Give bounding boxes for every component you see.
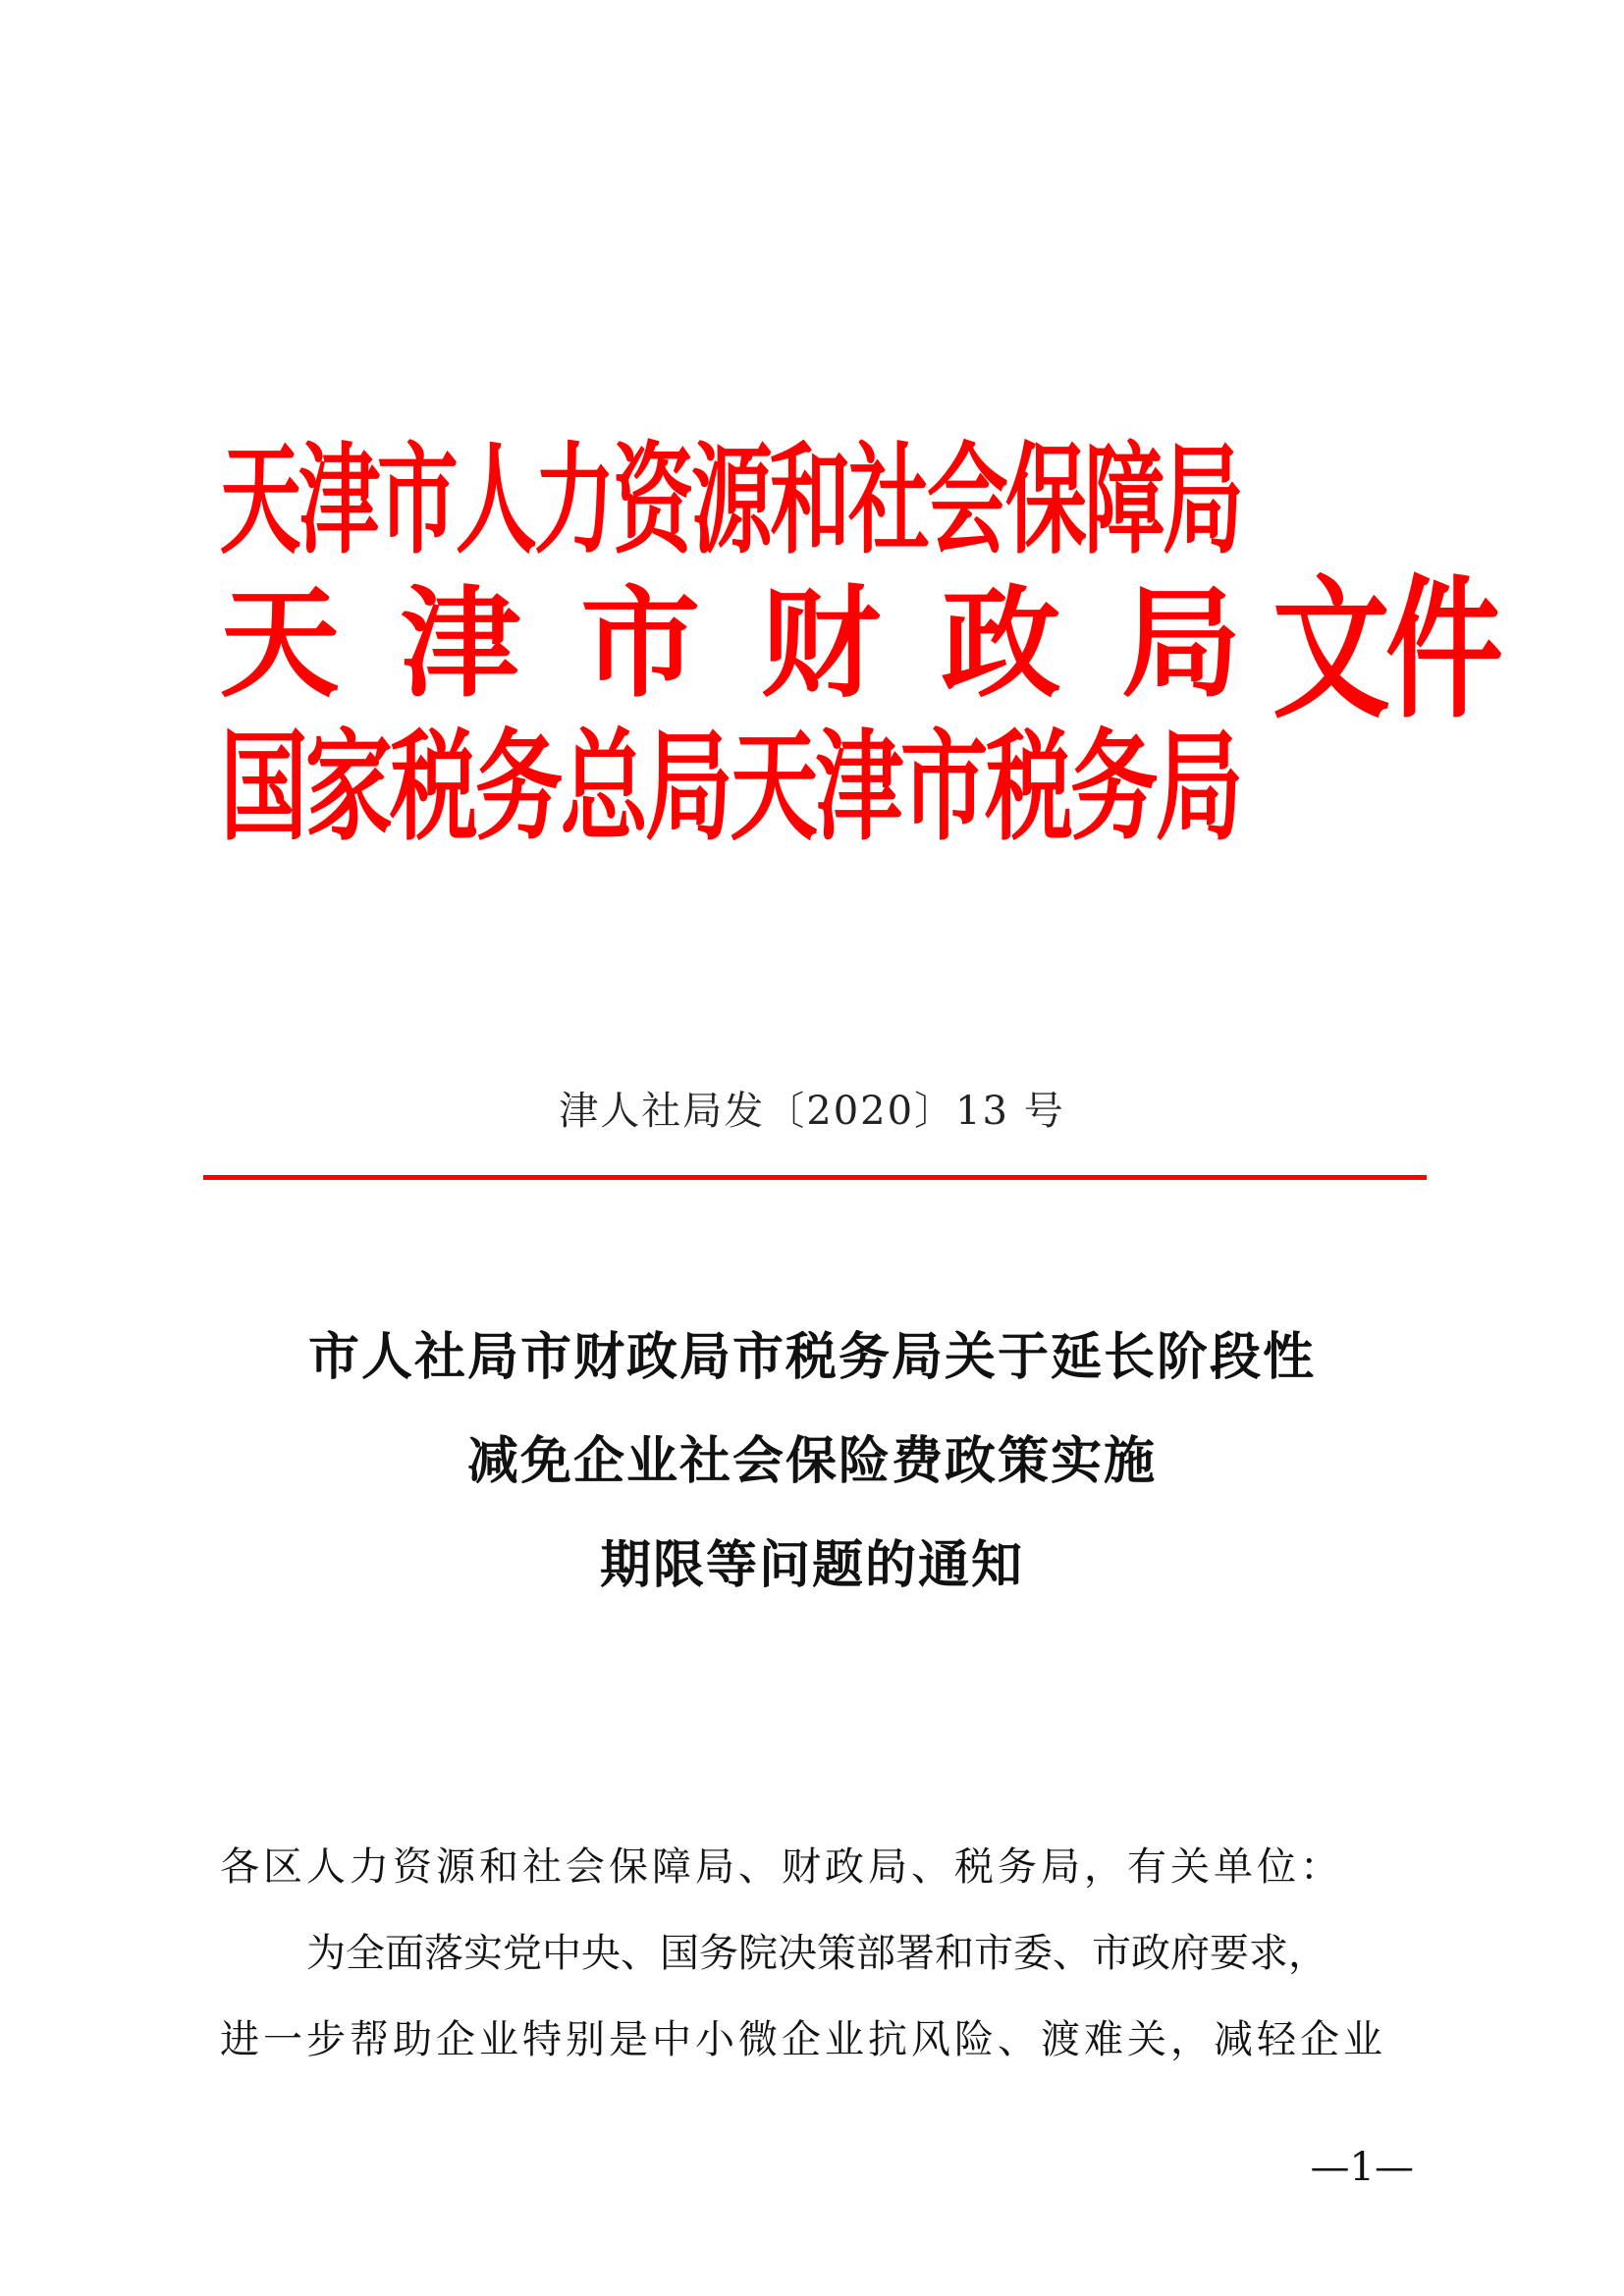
title-line-3: 期限等问题的通知 [599, 1536, 1024, 1595]
document-number: 津人社局发〔2020〕13 号 [559, 1089, 1065, 1134]
document-body [220, 1824, 1418, 2083]
issuer-line-2-char: 市 [580, 574, 701, 714]
issuer-line-2-char: 局 [1120, 574, 1241, 714]
issuer-line-2 [220, 575, 1241, 713]
page-number: —1— [1310, 2145, 1414, 2190]
issuer-letterhead [220, 432, 1506, 903]
issuer-line-2-char: 津 [400, 574, 520, 714]
paragraph-line: 为全面落实党中央、国务院决策部署和市委、市政府要求， [306, 1931, 1327, 1976]
paragraph-line: 进一步帮助企业特别是中小微企业抗风险、渡难关，减轻企业 [220, 2017, 1386, 2062]
recipients-line: 各区人力资源和社会保障局、财政局、税务局，有关单位： [220, 1844, 1343, 1890]
red-divider [203, 1175, 1427, 1180]
issuer-line-2-char: 财 [760, 574, 881, 714]
issuer-line-1: 天津市人力资源和社会保障局 [220, 431, 1242, 570]
title-line-2: 减免企业社会保险费政策实施 [466, 1432, 1157, 1491]
document-type-label: 文件 [1272, 561, 1499, 739]
title-line-1: 市人社局市财政局市税务局关于延长阶段性 [307, 1328, 1316, 1387]
document-title [0, 1306, 1624, 1618]
issuer-line-2-char: 天 [220, 574, 340, 714]
issuer-line-2-char: 政 [941, 574, 1061, 714]
issuer-line-3: 国家税务总局天津市税务局 [220, 718, 1241, 857]
